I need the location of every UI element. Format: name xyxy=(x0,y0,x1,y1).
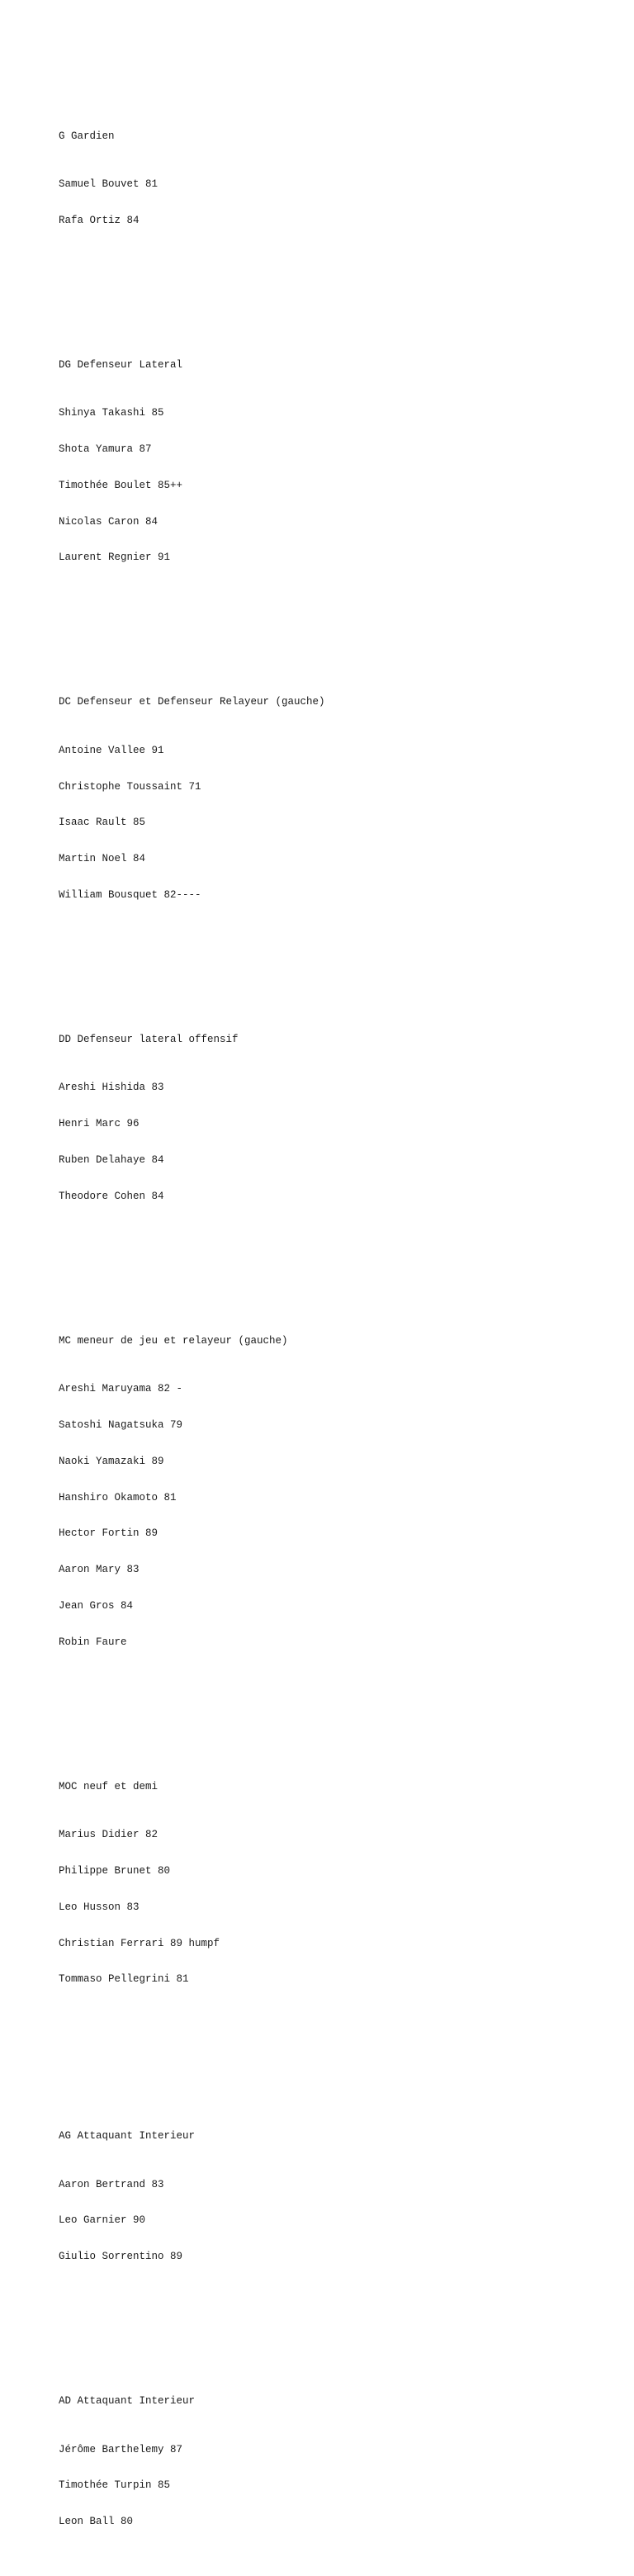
player-line: Timothée Boulet 85++ xyxy=(59,479,183,491)
player-line: Philippe Brunet 80 xyxy=(59,1865,171,1878)
section-defenseur-lateral-offensif xyxy=(59,1010,620,1227)
player-line: Naoki Yamazaki 89 xyxy=(59,1455,164,1467)
player-line: Giulio Sorrentino 89 xyxy=(59,2251,183,2263)
section-heading: DD Defenseur lateral offensif xyxy=(59,1034,239,1046)
section-gap xyxy=(59,949,620,962)
section-attaquant-droit xyxy=(59,2371,620,2552)
section-heading: AD Attaquant Interieur xyxy=(59,2395,196,2408)
player-line: Tommaso Pellegrini 81 xyxy=(59,1973,189,1986)
player-line: Robin Faure xyxy=(59,1636,127,1648)
section-heading: DG Defenseur Lateral xyxy=(59,358,183,371)
player-line: Shinya Takashi 85 xyxy=(59,407,164,419)
player-line: Areshi Maruyama 82 - xyxy=(59,1383,183,1395)
player-line: Antoine Vallee 91 xyxy=(59,744,164,756)
player-line: Shota Yamura 87 xyxy=(59,443,152,455)
section-defenseur-relayeur xyxy=(59,672,620,925)
player-line: Henri Marc 96 xyxy=(59,1118,140,1130)
player-line: Areshi Hishida 83 xyxy=(59,1082,164,1094)
section-neuf-et-demi xyxy=(59,1757,620,2010)
player-line: Samuel Bouvet 81 xyxy=(59,178,158,190)
section-gap xyxy=(59,275,620,287)
player-line: Leo Husson 83 xyxy=(59,1901,140,1913)
player-line: Jean Gros 84 xyxy=(59,1600,134,1612)
section-heading: MOC neuf et demi xyxy=(59,1780,158,1792)
section-meneur-de-jeu xyxy=(59,1311,620,1673)
section-gap xyxy=(59,2034,620,2057)
section-gap xyxy=(59,1697,620,1709)
player-line: Aaron Bertrand 83 xyxy=(59,2178,164,2190)
section-attaquant-gauche xyxy=(59,2106,620,2287)
section-heading: G Gardien xyxy=(59,130,115,142)
document-page xyxy=(59,58,620,2576)
player-line: Laurent Regnier 91 xyxy=(59,552,171,564)
player-line: Theodore Cohen 84 xyxy=(59,1190,164,1202)
section-gap xyxy=(59,2311,620,2323)
player-line: Rafa Ortiz 84 xyxy=(59,214,140,226)
section-heading: AG Attaquant Interieur xyxy=(59,2130,196,2143)
player-line: Christophe Toussaint 71 xyxy=(59,780,201,793)
player-line: Leo Garnier 90 xyxy=(59,2214,146,2227)
section-heading: DC Defenseur et Defenseur Relayeur (gauche) xyxy=(59,696,325,708)
player-line: Jérôme Barthelemy 87 xyxy=(59,2443,183,2455)
player-line: Aaron Mary 83 xyxy=(59,1564,140,1576)
player-line: Isaac Rault 85 xyxy=(59,817,146,829)
player-line: Christian Ferrari 89 humpf xyxy=(59,1937,220,1949)
player-line: Marius Didier 82 xyxy=(59,1829,158,1841)
player-line: William Bousquet 82---- xyxy=(59,888,201,901)
section-gardien xyxy=(59,106,620,250)
player-line: Leon Ball 80 xyxy=(59,2516,134,2528)
section-gap xyxy=(59,1251,620,1263)
player-line: Satoshi Nagatsuka 79 xyxy=(59,1419,183,1432)
section-gap xyxy=(59,612,620,624)
player-line: Timothée Turpin 85 xyxy=(59,2479,171,2492)
player-line: Hanshiro Okamoto 81 xyxy=(59,1491,177,1503)
player-line: Ruben Delahaye 84 xyxy=(59,1154,164,1167)
player-line: Hector Fortin 89 xyxy=(59,1527,158,1540)
player-line: Nicolas Caron 84 xyxy=(59,515,158,528)
section-heading: MC meneur de jeu et relayeur (gauche) xyxy=(59,1334,288,1347)
player-line: Martin Noel 84 xyxy=(59,853,146,865)
section-defenseur-lateral xyxy=(59,335,620,588)
